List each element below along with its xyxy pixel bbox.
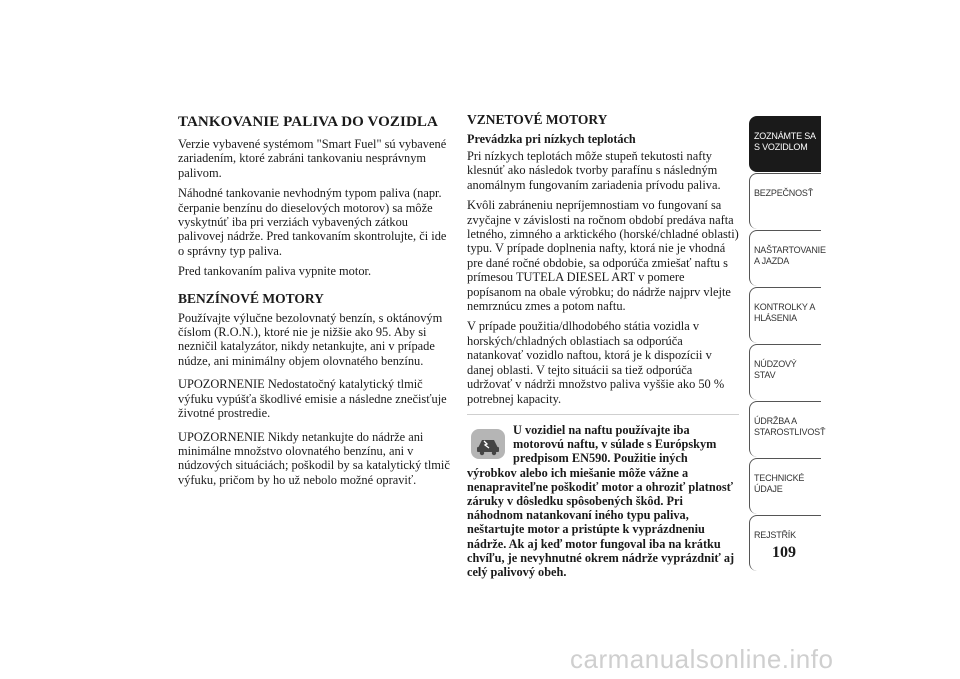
- warning-text: U vozidiel na naftu používajte iba motorovú naftu, v súlade s Európskym predpisom EN590. Použitie iných výrobkov alebo ich miešanie môže vážne a nenapraviteľne poškodiť motor a ohroziť platnosť záruky v dôsledku spôsobených škôd. Pri náhodnom natankovaní iného typu paliva, neštartujte motor a pristúpte k vyprázdneniu nádrže. Ak aj keď motor fungoval iba na krátku chvíľu, je nevyhnutné okrem nádrže vyprázdniť aj celý palivový obeh.: [467, 422, 735, 579]
- paragraph: Používajte výlučne bezolovnatý benzín, s oktánovým číslom (R.O.N.), ktoré nie je nižšie ako 95. Aby si nezničil katalyzátor, nikdy netankujte, ani v prípade núdze, ani minimálny objem olovnatého benzínu.: [178, 310, 443, 368]
- paragraph: UPOZORNENIE Nedostatočný katalytický tlmič výfuku vypúšťa škodlivé emisie a následne znečisťuje životné prostredie.: [178, 377, 447, 421]
- car-warning-icon: [471, 429, 505, 459]
- paragraph: V prípade použitia/dlhodobého státia vozidla v horských/chladných oblastiach sa odporúča natankovať vozidlo naftou, ktorá je k dispozícii v danej oblasti. V tejto situácii sa tiež odporúča udržovať v nádrži množstvo paliva vyššie ako 50 % potrebnej kapacity.: [467, 319, 725, 406]
- paragraph: Pred tankovaním paliva vypnite motor.: [178, 264, 372, 279]
- tab-rejstrik[interactable]: REJSTŘÍK: [749, 515, 821, 571]
- tab-technicke-udaje[interactable]: TECHNICKÉ ÚDAJE: [749, 458, 821, 514]
- paragraph: Náhodné tankovanie nevhodným typom paliva (napr. čerpanie benzínu do dieselových motorov) sa môže vyskytnúť iba pri verziách vybavených zátkou palivovej nádrže. Pred tankovaním skontrolujte, či ide o správny typ paliva.: [178, 186, 447, 258]
- paragraph: Verzie vybavené systémom "Smart Fuel" sú vybavené zariadením, ktoré zabráni tankovaniu nesprávnym palivom.: [178, 137, 447, 180]
- paragraph: UPOZORNENIE Nikdy netankujte do nádrže ani minimálne množstvo olovnatého benzínu, ani v núdzových situáciách; poškodil by sa katalytický tlmič výfuku, pričom by ho už nebolo možné opraviť.: [178, 429, 450, 487]
- paragraph: Kvôli zabráneniu nepríjemnostiam vo fungovaní sa zvyčajne v závislosti na ročnom období predáva nafta letného, zimného a arktického (horské/chladné oblasti) typu. V prípade doplnenia nafty, ktorá nie je vhodná pre dané ročné obdobie, sa odporúča zmiešať naftu s prímesou TUTELA DIESEL ART v pomere popísanom na obale výrobku; do nádrže najprv vlejte nemrznúcu zmes a potom naftu.: [467, 198, 739, 314]
- warning-box: [467, 414, 739, 579]
- tab-nudzovy-stav[interactable]: NÚDZOVÝ STAV: [749, 344, 821, 400]
- section-heading: VZNETOVÉ MOTORY: [467, 112, 608, 127]
- section-heading: BENZÍNOVÉ MOTORY: [178, 290, 324, 306]
- tab-kontrolky-a-hlasenia[interactable]: KONTROLKY A HLÁSENIA: [749, 287, 821, 343]
- page-number: 109: [772, 544, 796, 561]
- tab-bezpecnost[interactable]: BEZPEČNOSŤ: [749, 173, 821, 229]
- tab-zoznamte-sa-s-vozidlom[interactable]: ZOZNÁMTE SA S VOZIDLOM: [749, 116, 821, 172]
- tab-nastartovanie-a-jazda[interactable]: NAŠTARTOVANIE A JAZDA: [749, 230, 821, 286]
- right-column: [467, 112, 739, 579]
- subheading: Prevádzka pri nízkych teplotách: [467, 132, 636, 146]
- chapter-sidebar: [749, 116, 826, 572]
- paragraph: Pri nízkych teplotách môže stupeň tekutosti nafty klesnúť ako následok tvorby parafínu s následným anomálnym fungovaním zariadenia prívodu paliva.: [467, 149, 721, 192]
- watermark: carmanualsonline.info: [570, 644, 834, 674]
- tab-udrzba-a-starostlivost[interactable]: ÚDRŽBA A STAROSTLIVOSŤ: [749, 401, 821, 457]
- section-title: TANKOVANIE PALIVA DO VOZIDLA: [178, 114, 438, 130]
- left-column: [178, 112, 450, 493]
